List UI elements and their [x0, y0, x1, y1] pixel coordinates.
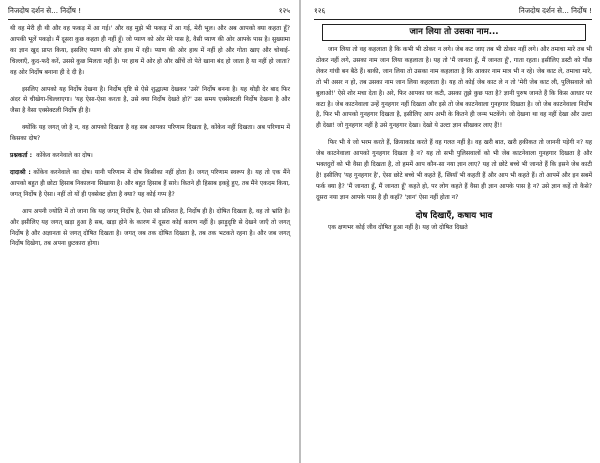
answer-paragraph — [10, 168, 290, 201]
question-line — [10, 151, 290, 162]
paragraph: इसलिए आपको यह निर्दोष देखना है। निर्दोष दृष्टि से ऐसे शुद्धात्मा देखकर 'उसे' निर्दोष बनना है। यह थोड़ी देर बाद फिर अंदर से चीखेगा-चिल्लाएगा। 'यह ऐसा-ऐसा करता है, उसे क्या निर्दोष देखते हो?' उस समय एक्सेक्टली निर्दोष देखना है और जैसा है वैसा एक्सेक्टली निर्दोष ही है। — [10, 85, 290, 115]
paragraph: क्योंकि यह जगत् जो है न, वह आपको दिखता है वह सब आपका परिणाम दिखता है, कोंकेव नहीं दिखता। अब परिणाम में किसका दोष? — [10, 124, 290, 143]
page-number: १२५ — [278, 6, 290, 15]
paragraph: जान लिया तो वह कहलाता है कि कभी भी ठोकर न लगे। जेब कट जाए तब भी ठोकर नहीं लगे। और तमाचा मारे तब भी ठोकर नहीं लगे, उसका नाम जान लिया कहलाता है। यह तो 'मैं जानता हूँ, मैं जानता हूँ', गाता रहता। इसीलिए डस्टी को पौंछ लेकर गांधी बन बैठे हैं। बाकी, जान लिया तो उसका नाम कहलाता है कि आकार नाम मात्र भी न रहे। जेब काट ले, तमाचा मारे, तो भी असर न हो, तब उसका नाम जान लिया कहलाता है। यह तो कोई जेब काट ले न तो 'मेरी जेब काट ली, पुलिसवाले को बुलाओ!' ऐसे शोर मचा देता है। अरे, फिर आपका घर कटी, उसका तुझे कुछ पता है? ज्ञानी पुरुष जानते हैं कि किस आधार पर कटा है। जेब काटनेवाला उन्हें गुनहगार नहीं दिखता और इसे तो जेब काटनेवाला गुनहगार दिखता है। जो जेब काटनेवाला निर्दोष है, फिर भी आपको गुनहगार दिखता है, इसीलिए आप अभी के कितने ही जन्म भटकेंगे। जो देखना था वह नहीं देखा और उल्टा ही देखा! जो गुनहगार नहीं है उसे गुनहगार देखा। देखो ये उल्टा ज्ञान सीखकर लाए हैं!! — [316, 46, 592, 130]
paragraph: आप अपनी ज्योति में तो जाना कि यह जगत् निर्दोष है, ऐसा सौ प्रतिशत है, निर्दोष ही है। दोषित दिखता है, वह तो भ्रांति है। और इसीलिए यह जगत् खड़ा हुआ है सब, खड़ा होने के कारण में दूसरा कोई कारण नहीं है। झाड़ूदृष्टि से देखने जाएँ तो जगत् निर्दोष है और अज्ञानता से जगत् दोषित दिखता है। जगत् जब तक दोषित दिखता है, तब तक भटकते रहना है। और जब जगत् निर्दोष दिखेगा, तब अपना छुटकारा होगा। — [10, 207, 290, 248]
paragraph: फिर भी ये जो भरम करते हैं, क्रियाकांड करते हैं वह गलत नहीं है। वह खरी बात, खरी हकीकत तो जाननी पड़ेगी न? यह जेब काटनेवाला आपको गुनहगार दिखता है न? यह तो सभी पुलिसवालों को भी जेब काटनेवाला गुनहगार दिखता है और भक्तदुरों को भी वैसा ही दिखता है, तो हममें आप कौन-सा नया ज्ञान लाए? यह तो छोटे बच्चे भी जानते हैं कि इसने जेब काटी है! इसीलिए 'यह गुनहगार है', ऐसा छोटे बच्चे भी कहते हैं, स्त्रियाँ भी कहती हैं और आप भी कहते हैं। तो आपमें और इन सबमें फर्क क्या है? 'मैं जानता हूँ, मैं जानता हूँ' कहते हो, पर लोग कहते हैं वैसा ही ज्ञान आपके पास है न? उसे ज्ञान कहें तो कैसे? दूसरा नया ज्ञान आपके पास है ही कहाँ? 'ज्ञान' ऐसा नहीं होता न? — [316, 139, 592, 201]
header-rule — [8, 19, 290, 20]
paragraph: एक क्षणभर कोई जीव दोषित हुआ नहीं है। यह जो दोषित दिखते — [328, 223, 468, 231]
questioner-label: प्रश्नकर्ता : — [10, 152, 33, 160]
running-title: निजदोष दर्शन से... निर्दोष ! — [518, 6, 592, 15]
right-page — [300, 0, 600, 463]
running-title: निजदोष दर्शन से... निर्दोष ! — [8, 6, 82, 15]
header-rule — [314, 19, 592, 20]
right-page-header — [314, 4, 592, 18]
left-page-header — [8, 4, 290, 18]
paragraph: थी वह मेरी ही थी और वह फकड़ में आ गई।' और वह मुझे भी फकड़ में आ गई, मेरी भूल। और अब आपको क्या कहता हूँ? आपकी भूलें पकड़ो। मैं दूसरा कुछ कहता ही नहीं हूँ। जो प्याण को ओर मेरे पास है, वैसी प्याण की ओर आपके पास है। सुख्यामा का ज्ञान खुद प्राप्त किया, इसलिए प्याण की ओर हाथ में रही। प्याण की ओर हाथ में नहीं हो और गोता खाए और चोथाई-चिल्लाएँ, कुद-फदै करें, उससे कुछ मिलता नहीं है। पर हाथ में ओर हो और खींचें तो पेते खाना बंद हो जाता है या नहीं हो जाता? वह ओर निर्दोष बनाना ही दे दी है। — [10, 25, 290, 76]
answer-text: कोंकेव करनेवाले का दोष। यानी परिणाम में दोष किसीका नहीं होता है। जगत् परिणाम स्वरूप है। यह तो एक मैंने आपको बहुत ही छोटा हिसाब निकालना सिखाया है। और बहुत हिसाब हैं सारे। कितने ही हिसाब इकट्ठे हुए, तब मैंने एकदम किया, जगत् निर्दोष है ऐसा। नहीं तो यों ही एक्सेक्ट होता है क्या? यह कोई गप्प है? — [10, 168, 290, 198]
question-text: कोंकेव करनेवाले का दोष। — [36, 152, 93, 160]
page-number: १२६ — [314, 6, 326, 15]
answerer-label: दादाश्री : — [10, 168, 31, 176]
right-page-body — [316, 24, 592, 234]
section-heading: दोष दिखाएँ, कषाय भाव — [415, 210, 493, 221]
section-heading: जान लिया तो उसका नाम... — [322, 24, 586, 41]
left-page-body — [10, 24, 290, 250]
